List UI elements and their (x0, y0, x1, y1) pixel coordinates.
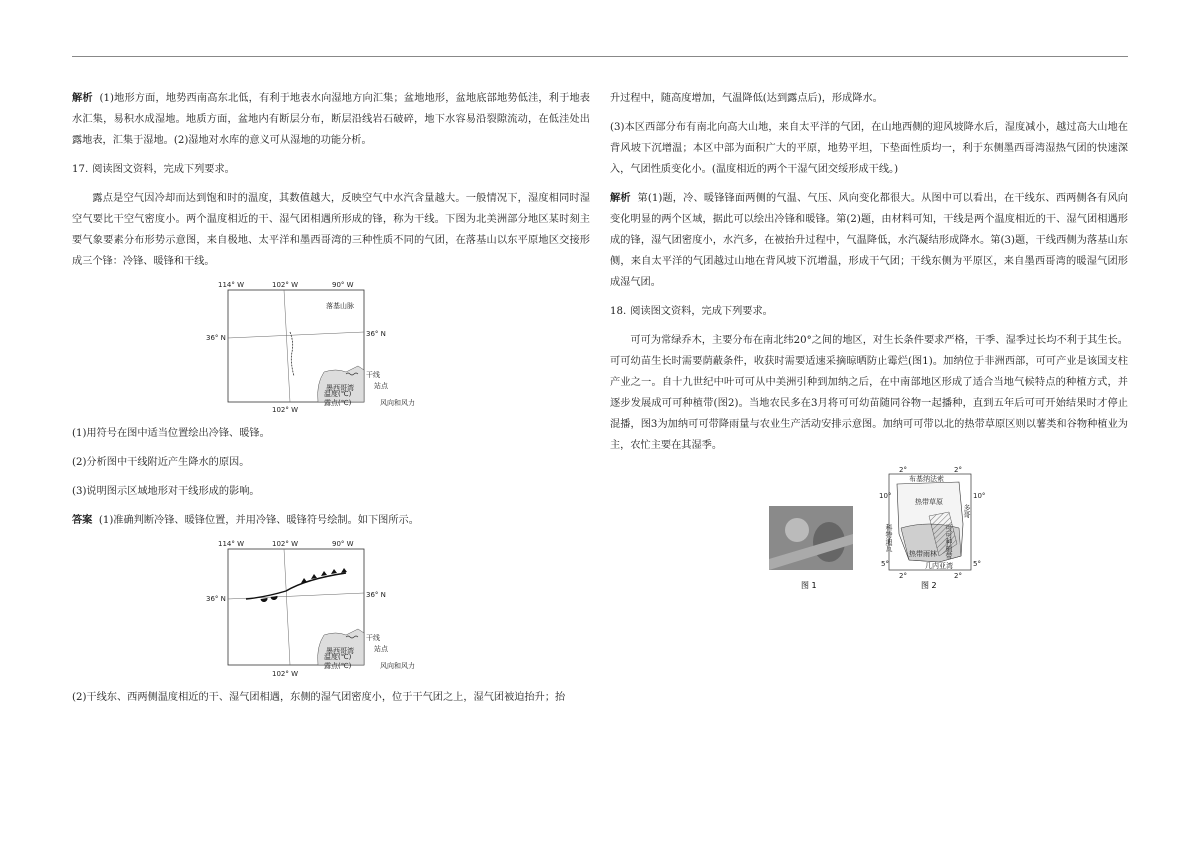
question-number: 18. (610, 306, 627, 317)
fig2-lon-2w: 2° (899, 466, 907, 474)
analysis-16 (72, 88, 590, 151)
lat-36-left: 36° N (206, 334, 226, 342)
weather-map-2 (206, 539, 456, 679)
gulf-label: 墨西哥湾 (326, 384, 354, 392)
lon-102: 102° W (272, 540, 299, 548)
lon-114: 114° W (218, 540, 245, 548)
question-17-sub3: (3)说明图示区域地形对干线形成的影响。 (72, 486, 260, 497)
question-17-sub2: (2)分析图中干线附近产生降水的原因。 (72, 457, 250, 468)
question-18-material: 可可为常绿乔木，主要分布在南北纬20°之间的地区，对生长条件要求严格，干季、湿季过长均不利于其生长。可可幼苗生长时需要荫蔽条件，收获时需要适速采摘晾晒防止霉烂(图1)。加纳位于非洲西部，可可产业是该国支柱产业之一。自十九世纪中叶可可从中美洲引种到加纳之后，在中南部地区形成了适合当地气候特点的种植方式，并逐步发展成可可种植带(图2)。当地农民多在3月将可可幼苗随同谷物一起播种，直到五年后可可开始结果时才停止混播，图3为加纳可可带降雨量与农业生产活动安排示意图。加纳可可带以北的热带草原区则以薯类和谷物种植业为主，农忙主要在其湿季。 (610, 335, 1128, 451)
fig2-gulf: 几内亚湾 (925, 562, 953, 570)
lon-90: 90° W (332, 281, 354, 289)
legend-wind: 风向和风力 (380, 399, 415, 407)
lon-114: 114° W (218, 281, 245, 289)
question-title: 阅读图文资料，完成下列要求。 (630, 306, 773, 317)
lon-90: 90° W (332, 540, 354, 548)
question-17-material: 露点是空气因冷却而达到饱和时的温度，其数值越大，反映空气中水汽含量越大。一般情况下，湿度相同时湿空气要比干空气密度小。两个温度相近的干、湿气团相遇所形成的锋，称为干线。下图为北美洲部分地区某时刻主要气象要素分布形势示意图，来自极地、太平洋和墨西哥湾的三种性质不同的气团，在落基山以东平原地区交接形成三个锋：冷锋、暖锋和干线。 (72, 193, 590, 267)
legend-dew: 露点(℃) (324, 399, 352, 407)
fig1-caption: 图 1 (801, 581, 817, 590)
question-title: 阅读图文资料，完成下列要求。 (92, 164, 235, 175)
legend-station: 站点 (374, 382, 388, 390)
legend-station: 站点 (374, 645, 388, 653)
answer-label: 答案 (72, 515, 93, 526)
legend-wind: 风向和风力 (380, 662, 415, 670)
lat-36-right: 36° N (366, 330, 386, 338)
lon-102: 102° W (272, 281, 299, 289)
header-rule (72, 56, 1128, 57)
mountain-label: 落基山脉 (326, 302, 354, 310)
lat-36-right: 36° N (366, 591, 386, 599)
legend-dryline: 干线 (366, 634, 380, 642)
fig2-lat-5: 5° (881, 560, 889, 568)
fig2-cote: 科特迪瓦 (885, 524, 893, 552)
fig2-lon-2e: 2° (954, 466, 962, 474)
figures-18 (749, 464, 989, 604)
fig2-togo: 多哥 (963, 504, 971, 518)
lat-36-left: 36° N (206, 595, 226, 603)
legend-dew: 露点(℃) (324, 662, 352, 670)
fig2-burkina: 布基纳法索 (909, 475, 944, 483)
answer-17-2: (2)干线东、西两侧温度相近的干、湿气团相遇，东侧的湿气团密度小，位于干气团之上，湿气团被迫抬升；抬 (72, 692, 566, 703)
fig2-lat-10r: 10° (973, 492, 986, 500)
fig2-lon-2b: 2° (899, 572, 907, 580)
answer-17-3: (3)本区西部分布有南北向高大山地，来自太平洋的气团，在山地西侧的迎风坡降水后，湿度减小，越过高大山地在背风坡下沉增温；本区中部为面积广大的平原，地势平坦，下垫面性质均一，利于东侧墨西哥湾湿热气团的快速深入，气团性质变化小。(温度相近的两个干湿气团交绥形成干线。) (610, 122, 1128, 175)
legend-dryline: 干线 (366, 371, 380, 379)
left-column (72, 88, 590, 716)
question-number: 17. (72, 164, 89, 175)
analysis-label: 解析 (72, 93, 93, 104)
fig2-belt: 可可种植带 (945, 524, 953, 559)
fig2-forest: 热带雨林 (909, 550, 937, 558)
analysis-text: 第(1)题，冷、暖锋锋面两侧的气温、气压、风向变化都很大。从图中可以看出，在干线东、西两侧各有风向变化明显的两个区域，据此可以绘出冷锋和暖锋。第(2)题，由材料可知，干线是两个温度相近的干、湿气团相遇形成的锋，湿气团密度小，水汽多，在被抬升过程中，气温降低，水汽凝结形成降水。第(3)题，干线西侧为落基山东侧，来自太平洋的气团越过山地在背风坡下沉增温，形成干气团；干线东侧为平原区，来自墨西哥湾的暖湿气团形成湿气团。 (610, 193, 1128, 288)
weather-map-1 (206, 280, 456, 415)
right-column (610, 88, 1128, 612)
question-17-title (72, 159, 590, 180)
fig2-lat-5r: 5° (973, 560, 981, 568)
answer-text: (1)准确判断冷锋、暖锋位置，并用冷锋、暖锋符号绘制。如下图所示。 (98, 515, 419, 526)
lon-102-bottom: 102° W (272, 670, 299, 678)
analysis-label: 解析 (610, 193, 631, 204)
fig2-lon-2eb: 2° (954, 572, 962, 580)
analysis-17 (610, 188, 1128, 293)
question-18-title (610, 301, 1128, 322)
analysis-text: (1)地形方面，地势西南高东北低，有利于地表水向湿地方向汇集；盆地地形，盆地底部地势低洼，利于地表水汇集，易积水成湿地。地质方面，盆地内有断层分布，断层沿线岩石破碎，地下水容易沿裂隙流动，在低洼处出露地表，汇集于湿地。(2)湿地对水库的意义可从湿地的功能分析。 (72, 93, 590, 146)
fig2-savanna: 热带草原 (915, 498, 943, 506)
fig2-caption: 图 2 (921, 581, 937, 590)
lon-102-bottom: 102° W (272, 406, 299, 414)
gulf-label: 墨西哥湾 (326, 647, 354, 655)
fig2-lat-10: 10° (879, 492, 892, 500)
answer-17-1 (72, 510, 590, 531)
legend-temp: 温度(℃) (324, 653, 352, 661)
answer-17-2-cont: 升过程中，随高度增加，气温降低(达到露点后)，形成降水。 (610, 93, 883, 104)
legend-temp: 温度(℃) (324, 390, 352, 398)
question-17-sub1: (1)用符号在图中适当位置绘出冷锋、暖锋。 (72, 428, 270, 439)
